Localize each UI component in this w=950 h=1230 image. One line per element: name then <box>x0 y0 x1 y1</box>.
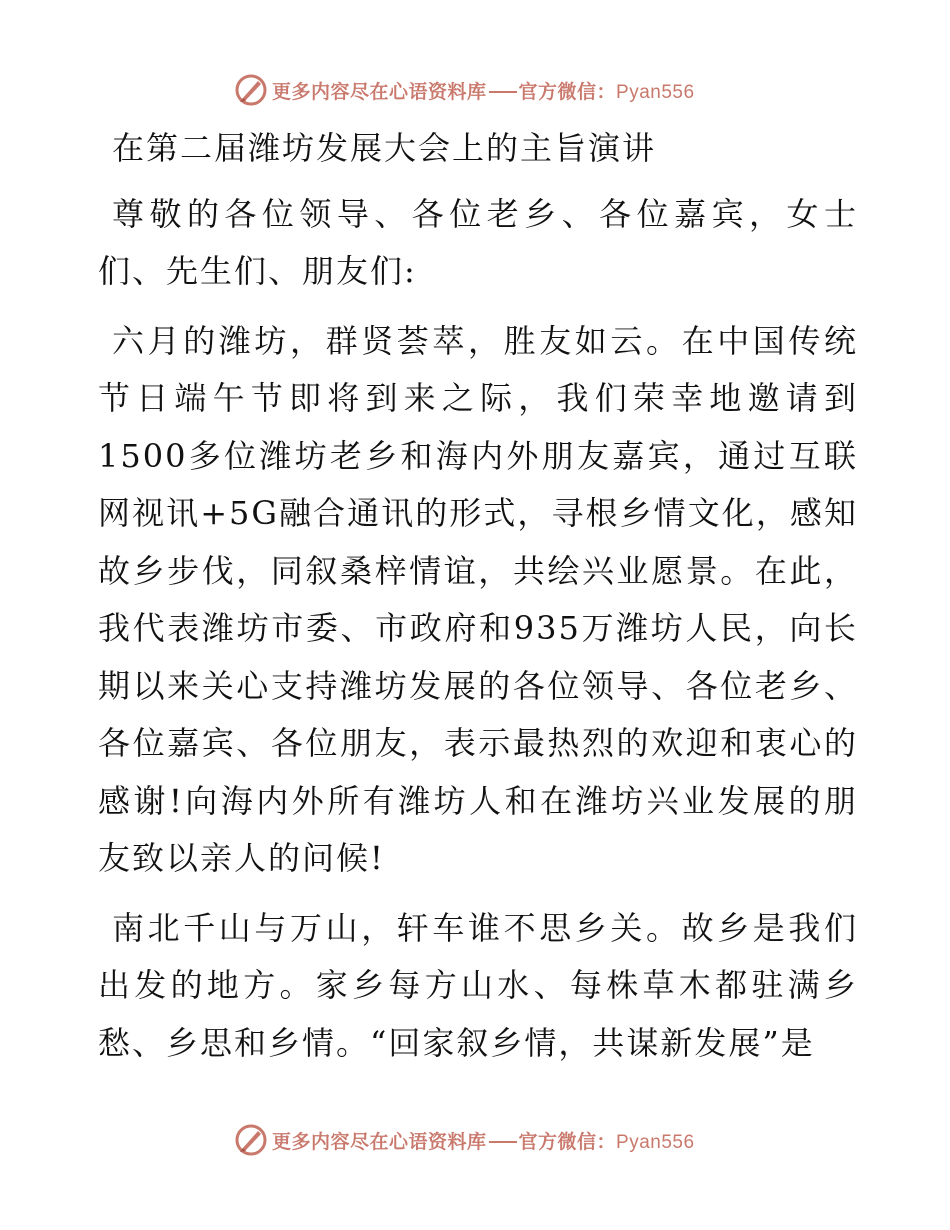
watermark-brand: 更多内容尽在心语资料库 <box>272 80 487 103</box>
watermark-footer <box>234 1122 714 1158</box>
document-title: 在第二届潍坊发展大会上的主旨演讲 <box>112 129 657 167</box>
document-body <box>98 120 858 1084</box>
watermark-header <box>234 72 714 108</box>
watermark-label: 官方微信： <box>518 1130 617 1153</box>
watermark-account: Pyan556 <box>616 1131 695 1153</box>
watermark-text <box>272 77 695 104</box>
paragraph-1: 六月的潍坊，群贤荟萃，胜友如云。在中国传统节日端午节即将到来之际，我们荣幸地邀请到1500多位潍坊老乡和海内外朋友嘉宾，通过互联网视讯+5G融合通讯的形式，寻根乡情文化，感知故乡步伐，同叙桑梓情谊，共绘兴业愿景。在此，我代表潍坊市委、市政府和935万潍坊人民，向长期以来关心支持潍坊发展的各位领导、各位老乡、各位嘉宾、各位朋友，表示最热烈的欢迎和衷心的感谢!向海内外所有潍坊人和在潍坊兴业发展的朋友致以亲人的问候! <box>98 321 858 877</box>
watermark-dash <box>489 91 517 93</box>
watermark-brand: 更多内容尽在心语资料库 <box>272 1130 487 1153</box>
salutation: 尊敬的各位领导、各位老乡、各位嘉宾，女士们、先生们、朋友们: <box>98 194 858 290</box>
watermark-label: 官方微信： <box>518 80 617 103</box>
watermark-account: Pyan556 <box>616 81 695 103</box>
quill-logo-icon <box>234 73 268 107</box>
paragraph-2: 南北千山与万山，轩车谁不思乡关。故乡是我们出发的地方。家乡每方山水、每株草木都驻满乡愁、乡思和乡情。“回家叙乡情，共谋新发展”是 <box>98 908 858 1062</box>
watermark-dash <box>489 1141 517 1143</box>
quill-logo-icon <box>234 1123 268 1157</box>
watermark-text <box>272 1127 695 1154</box>
